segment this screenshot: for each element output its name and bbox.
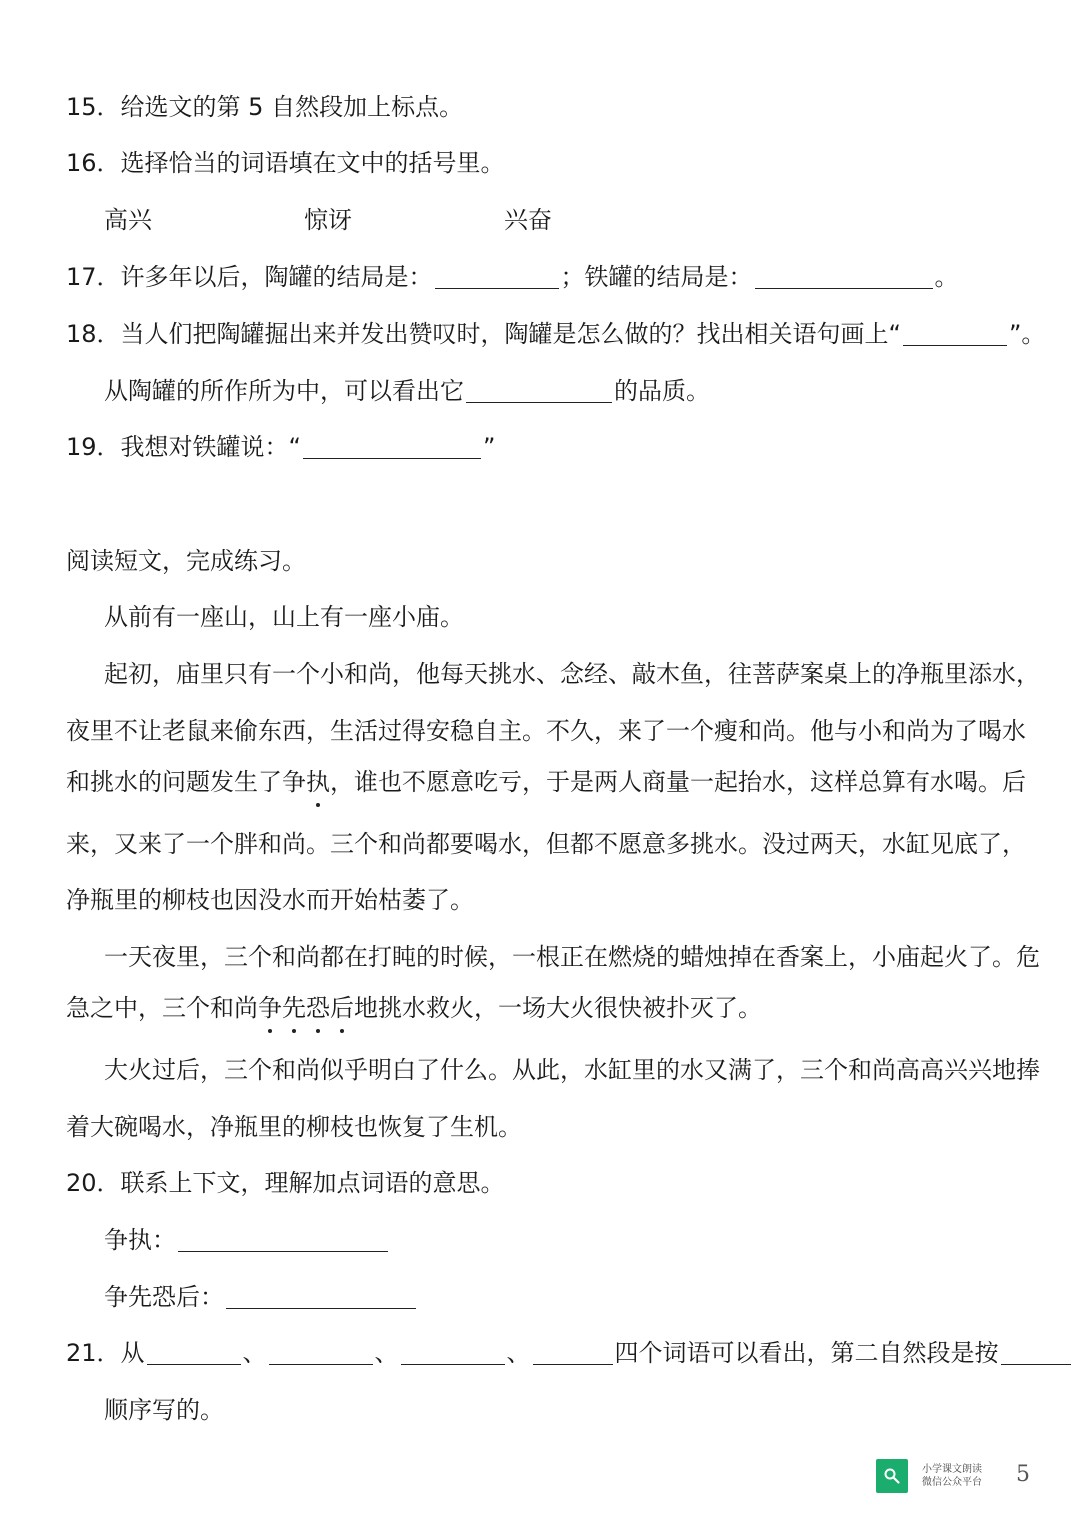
answer-blank[interactable] <box>755 264 933 289</box>
passage-line: 一天夜里，三个和尚都在打盹的时候，一根正在燃烧的蜡烛掉在香案上，小庙起火了。危 <box>104 943 1040 971</box>
question-21 <box>66 1336 1014 1370</box>
word-choices <box>104 203 1014 237</box>
q21-text: 、 <box>242 1339 267 1367</box>
passage-text: 地挑水救火，一场大火很快被扑灭了。 <box>354 994 762 1022</box>
question-20b <box>104 1280 1014 1314</box>
word-choice: 高兴 <box>104 206 152 234</box>
q19-text: 19．我想对铁罐说：“ <box>66 433 301 461</box>
passage-line: 来，又来了一个胖和尚。三个和尚都要喝水，但都不愿意多挑水。没过两天，水缸见底了， <box>66 830 1026 858</box>
question-18-part2 <box>104 374 1014 408</box>
q18-text: 18．当人们把陶罐掘出来并发出赞叹时，陶罐是怎么做的？找出相关语句画上“ <box>66 320 901 348</box>
answer-blank[interactable] <box>533 1340 613 1365</box>
q20-term: 争先恐后： <box>104 1283 224 1311</box>
passage-line: 起初，庙里只有一个小和尚，他每天挑水、念经、敲木鱼，往菩萨案桌上的净瓶里添水， <box>104 660 1040 688</box>
q18-text: 从陶罐的所作所为中，可以看出它 <box>104 377 464 405</box>
watermark-line: 微信公众平台 <box>922 1477 982 1488</box>
dotted-char: 执 <box>306 765 330 799</box>
answer-blank[interactable] <box>178 1227 388 1252</box>
answer-blank[interactable] <box>903 321 1007 346</box>
q17-text: ；铁罐的结局是： <box>560 263 753 291</box>
watermark-line: 小学课文朗读 <box>922 1464 982 1475</box>
q21-text: 、 <box>506 1339 531 1367</box>
passage-line: 夜里不让老鼠来偷东西，生活过得安稳自主。不久，来了一个瘦和尚。他与小和尚为了喝水 <box>66 717 1026 745</box>
answer-blank[interactable] <box>435 264 559 289</box>
q17-text: 17．许多年以后，陶罐的结局是： <box>66 263 433 291</box>
dotted-char: 恐 <box>306 991 330 1025</box>
question-20a <box>104 1223 1014 1257</box>
q20-term: 争执： <box>104 1226 176 1254</box>
dotted-char: 后 <box>330 991 354 1025</box>
question-21-part2: 顺序写的。 <box>104 1396 224 1424</box>
dotted-char: 争 <box>258 991 282 1025</box>
wechat-watermark <box>876 1458 982 1494</box>
q18-text: 的品质。 <box>614 377 710 405</box>
answer-blank[interactable] <box>226 1284 416 1309</box>
passage-line <box>66 765 1026 799</box>
answer-blank[interactable] <box>466 378 612 403</box>
answer-blank[interactable] <box>1001 1340 1071 1365</box>
answer-blank[interactable] <box>269 1340 373 1365</box>
q21-text: 21．从 <box>66 1339 145 1367</box>
q21-text: 、 <box>374 1339 399 1367</box>
question-20: 20．联系上下文，理解加点词语的意思。 <box>66 1169 505 1197</box>
dotted-char: 先 <box>282 991 306 1025</box>
passage-line: 着大碗喝水，净瓶里的柳枝也恢复了生机。 <box>66 1113 522 1141</box>
word-choice: 惊讶 <box>304 206 352 234</box>
question-15: 15．给选文的第 5 自然段加上标点。 <box>66 93 464 121</box>
answer-blank[interactable] <box>401 1340 505 1365</box>
question-16: 16．选择恰当的词语填在文中的括号里。 <box>66 149 505 177</box>
page-number: 5 <box>1016 1462 1030 1487</box>
q17-text: 。 <box>934 263 959 291</box>
q21-text: 四个词语可以看出，第二自然段是按 <box>614 1339 999 1367</box>
passage-paragraph-1: 从前有一座山，山上有一座小庙。 <box>104 603 464 631</box>
q18-text: ”。 <box>1008 320 1046 348</box>
question-18 <box>66 317 1046 351</box>
answer-blank[interactable] <box>147 1340 241 1365</box>
question-17 <box>66 260 1014 294</box>
passage-line <box>66 991 1014 1025</box>
passage-line: 大火过后，三个和尚似乎明白了什么。从此，水缸里的水又满了，三个和尚高高兴兴地捧 <box>104 1056 1040 1084</box>
q19-text: ” <box>482 433 496 461</box>
answer-blank[interactable] <box>303 434 481 459</box>
search-icon <box>876 1459 908 1493</box>
passage-line: 净瓶里的柳枝也因没水而开始枯萎了。 <box>66 886 474 914</box>
passage-text: 急之中，三个和尚 <box>66 994 258 1022</box>
passage-text: ，谁也不愿意吃亏，于是两人商量一起抬水，这样总算有水喝。后 <box>330 768 1026 796</box>
passage-text: 和挑水的问题发生了争 <box>66 768 306 796</box>
question-19 <box>66 430 1014 464</box>
word-choice: 兴奋 <box>504 206 552 234</box>
reading-instruction: 阅读短文，完成练习。 <box>66 547 306 575</box>
